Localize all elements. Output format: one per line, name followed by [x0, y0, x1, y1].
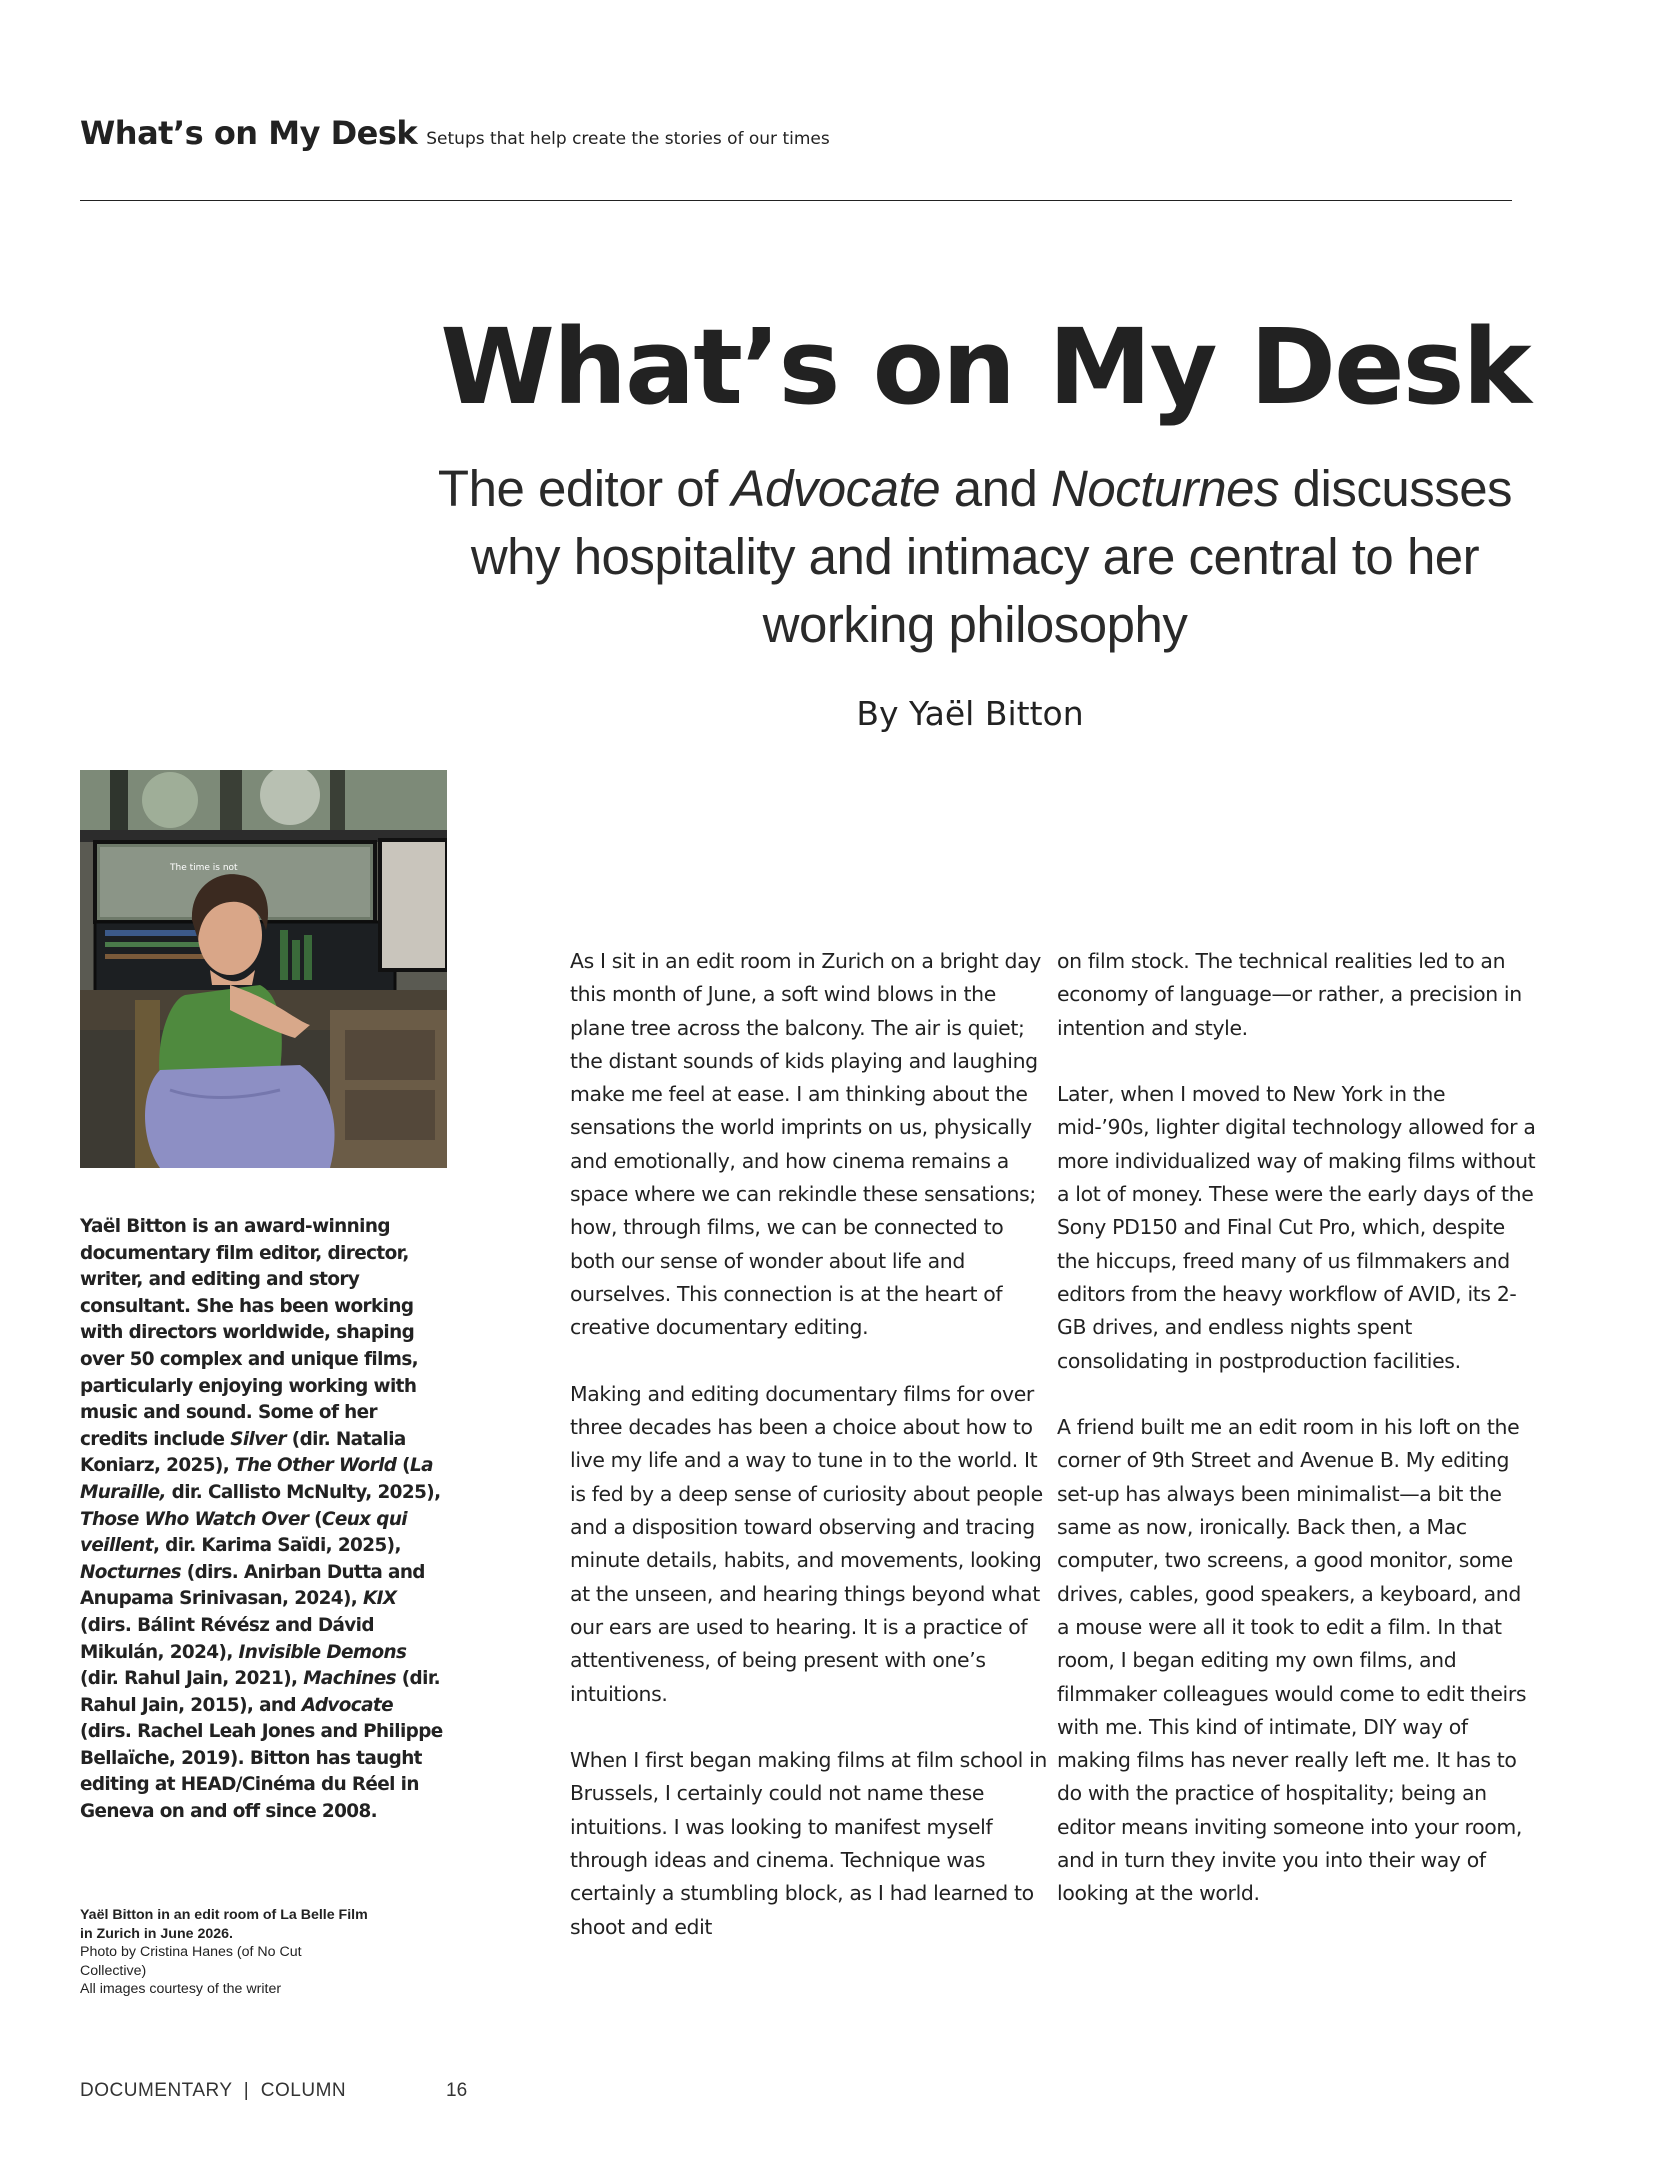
bio-film-title: Invisible Demons: [238, 1641, 407, 1663]
bio-text: (dir. Rahul Jain, 2021),: [80, 1668, 304, 1690]
deck-film-title: Advocate: [731, 460, 941, 517]
photo-credit: Photo by Cristina Hanes (of No Cut Collective): [80, 1944, 302, 1979]
author-photo: [80, 770, 447, 1168]
bio-text: (dir. Rahul Jain, 2015), and: [80, 1668, 441, 1716]
header-divider: [80, 200, 1512, 201]
body-column-left: [570, 945, 1050, 1977]
body-paragraph: When I first began making films at film school in Brussels, I certainly could not name these intuitions. I was looking to manifest myself through ideas and cinema. Technique was certainly a stumbling block, as I had learned to shoot and edit: [570, 1748, 1047, 1939]
body-column-right: [1057, 945, 1537, 1944]
bio-text: (dirs. Rachel Leah Jones and Philippe Bellaïche, 2019). Bitton has taught editing at HEAD/Cinéma du Réel in Geneva on and off since 2008.: [80, 1721, 443, 1823]
bio-text: (dirs. Bálint Révész and Dávid Mikulán, 2024),: [80, 1614, 374, 1663]
deck-film-title: Nocturnes: [1051, 460, 1279, 517]
footer-section: DOCUMENTARY | COLUMN: [80, 2080, 347, 2101]
bio-film-title: Those Who Watch Over: [80, 1508, 309, 1530]
bio-film-title: Advocate: [301, 1694, 393, 1716]
body-paragraph: As I sit in an edit room in Zurich on a bright day this month of June, a soft wind blows in the plane tree across the balcony. The air is quiet; the distant sounds of kids playing and laughing make me feel at ease. I am thinking about the sensations the world imprints on us, physically and emotionally, and how cinema remains a space where we can rekindle these sensations; how, through films, we can be connected to both our sense of wonder about life and ourselves. This connection is at the heart of creative documentary editing.: [570, 949, 1041, 1340]
body-paragraph: Making and editing documentary films for over three decades has been a choice about how to live my life and a way to tune in to the world. It is fed by a deep sense of curiosity about people and a disposition toward observing and tracing minute details, habits, and movements, looking at the unseen, and hearing things beyond what our ears are used to hearing. It is a practice of attentiveness, of being present with one’s intuitions.: [570, 1381, 1043, 1706]
image-courtesy: All images courtesy of the writer: [80, 1981, 282, 1998]
bio-text: , dir. Karima Saïdi, 2025),: [152, 1535, 401, 1557]
body-paragraph: on film stock. The technical realities led to an economy of language—or rather, a precision in intention and style.: [1057, 949, 1522, 1040]
bio-film-title: Nocturnes: [80, 1561, 181, 1583]
bio-film-title: The Other World: [234, 1455, 397, 1477]
bio-text: Yaël Bitton is an award-winning documentary film editor, director, writer, and editing and story consultant. She has been working with directors worldwide, shaping over 50 complex and unique films, particularly enjoying working with music and sound. Some of her credits include: [80, 1216, 419, 1450]
body-paragraph: Later, when I moved to New York in the mid-’90s, lighter digital technology allowed for a more individualized way of making films without a lot of money. These were the early days of the Sony PD150 and Final Cut Pro, which, despite the hiccups, freed many of us filmmakers and editors from the heavy workflow of AVID, its 2-GB drives, and endless nights spent consolidating in postproduction facilities.: [1057, 1082, 1536, 1373]
bio-film-title: Machines: [303, 1668, 396, 1690]
article-deck: [390, 455, 1560, 659]
body-paragraph: A friend built me an edit room in his loft on the corner of 9th Street and Avenue B. My editing set-up has always been minimalist—a bit the same as now, ironically. Back then, a Mac computer, two screens, a good monitor, some drives, cables, good speakers, a keyboard, and a mouse were all it took to edit a film. In that room, I began editing my own films, and filmmaker colleagues would come to edit theirs with me. This kind of intimate, DIY way of making films has never really left me. It has to do with the practice of hospitality; being an editor means inviting someone into your room, and in turn they invite you into their way of looking at the world.: [1057, 1415, 1527, 1906]
bio-film-title: KIX: [363, 1588, 397, 1610]
bio-text: dir. Callisto McNulty, 2025),: [165, 1481, 441, 1503]
article-title: What’s on My Desk: [440, 306, 1530, 428]
bio-text: (: [308, 1508, 322, 1530]
page-number: 16: [446, 2080, 468, 2101]
screen-subtitle-text: The time is not: [170, 863, 238, 873]
running-header: [80, 114, 830, 152]
deck-text: discusses why hospitality and intimacy are central to her working philosophy: [470, 460, 1513, 653]
deck-text: The editor of: [437, 460, 732, 517]
bio-text: (dir. Natalia Koniarz, 2025),: [80, 1428, 406, 1477]
header-subtitle: Setups that help create the stories of our times: [426, 129, 830, 149]
bio-text: (dirs. Anirban Dutta and Anupama Srinivasan, 2024),: [80, 1561, 425, 1610]
bio-film-title: La Muraille,: [80, 1455, 433, 1503]
deck-text: and: [940, 460, 1052, 517]
header-title: What’s on My Desk: [80, 114, 418, 152]
photo-caption: [80, 1906, 370, 1999]
footer-section-label: [80, 2080, 346, 2102]
bio-film-title: Silver: [230, 1428, 286, 1450]
byline: By Yaël Bitton: [856, 694, 1084, 733]
caption-description: Yaël Bitton in an edit room of La Belle Film in Zurich in June 2026.: [80, 1907, 368, 1942]
author-bio: [80, 1214, 450, 1826]
bio-film-title: Ceux qui veillent: [80, 1508, 408, 1557]
bio-text: (: [396, 1455, 410, 1477]
